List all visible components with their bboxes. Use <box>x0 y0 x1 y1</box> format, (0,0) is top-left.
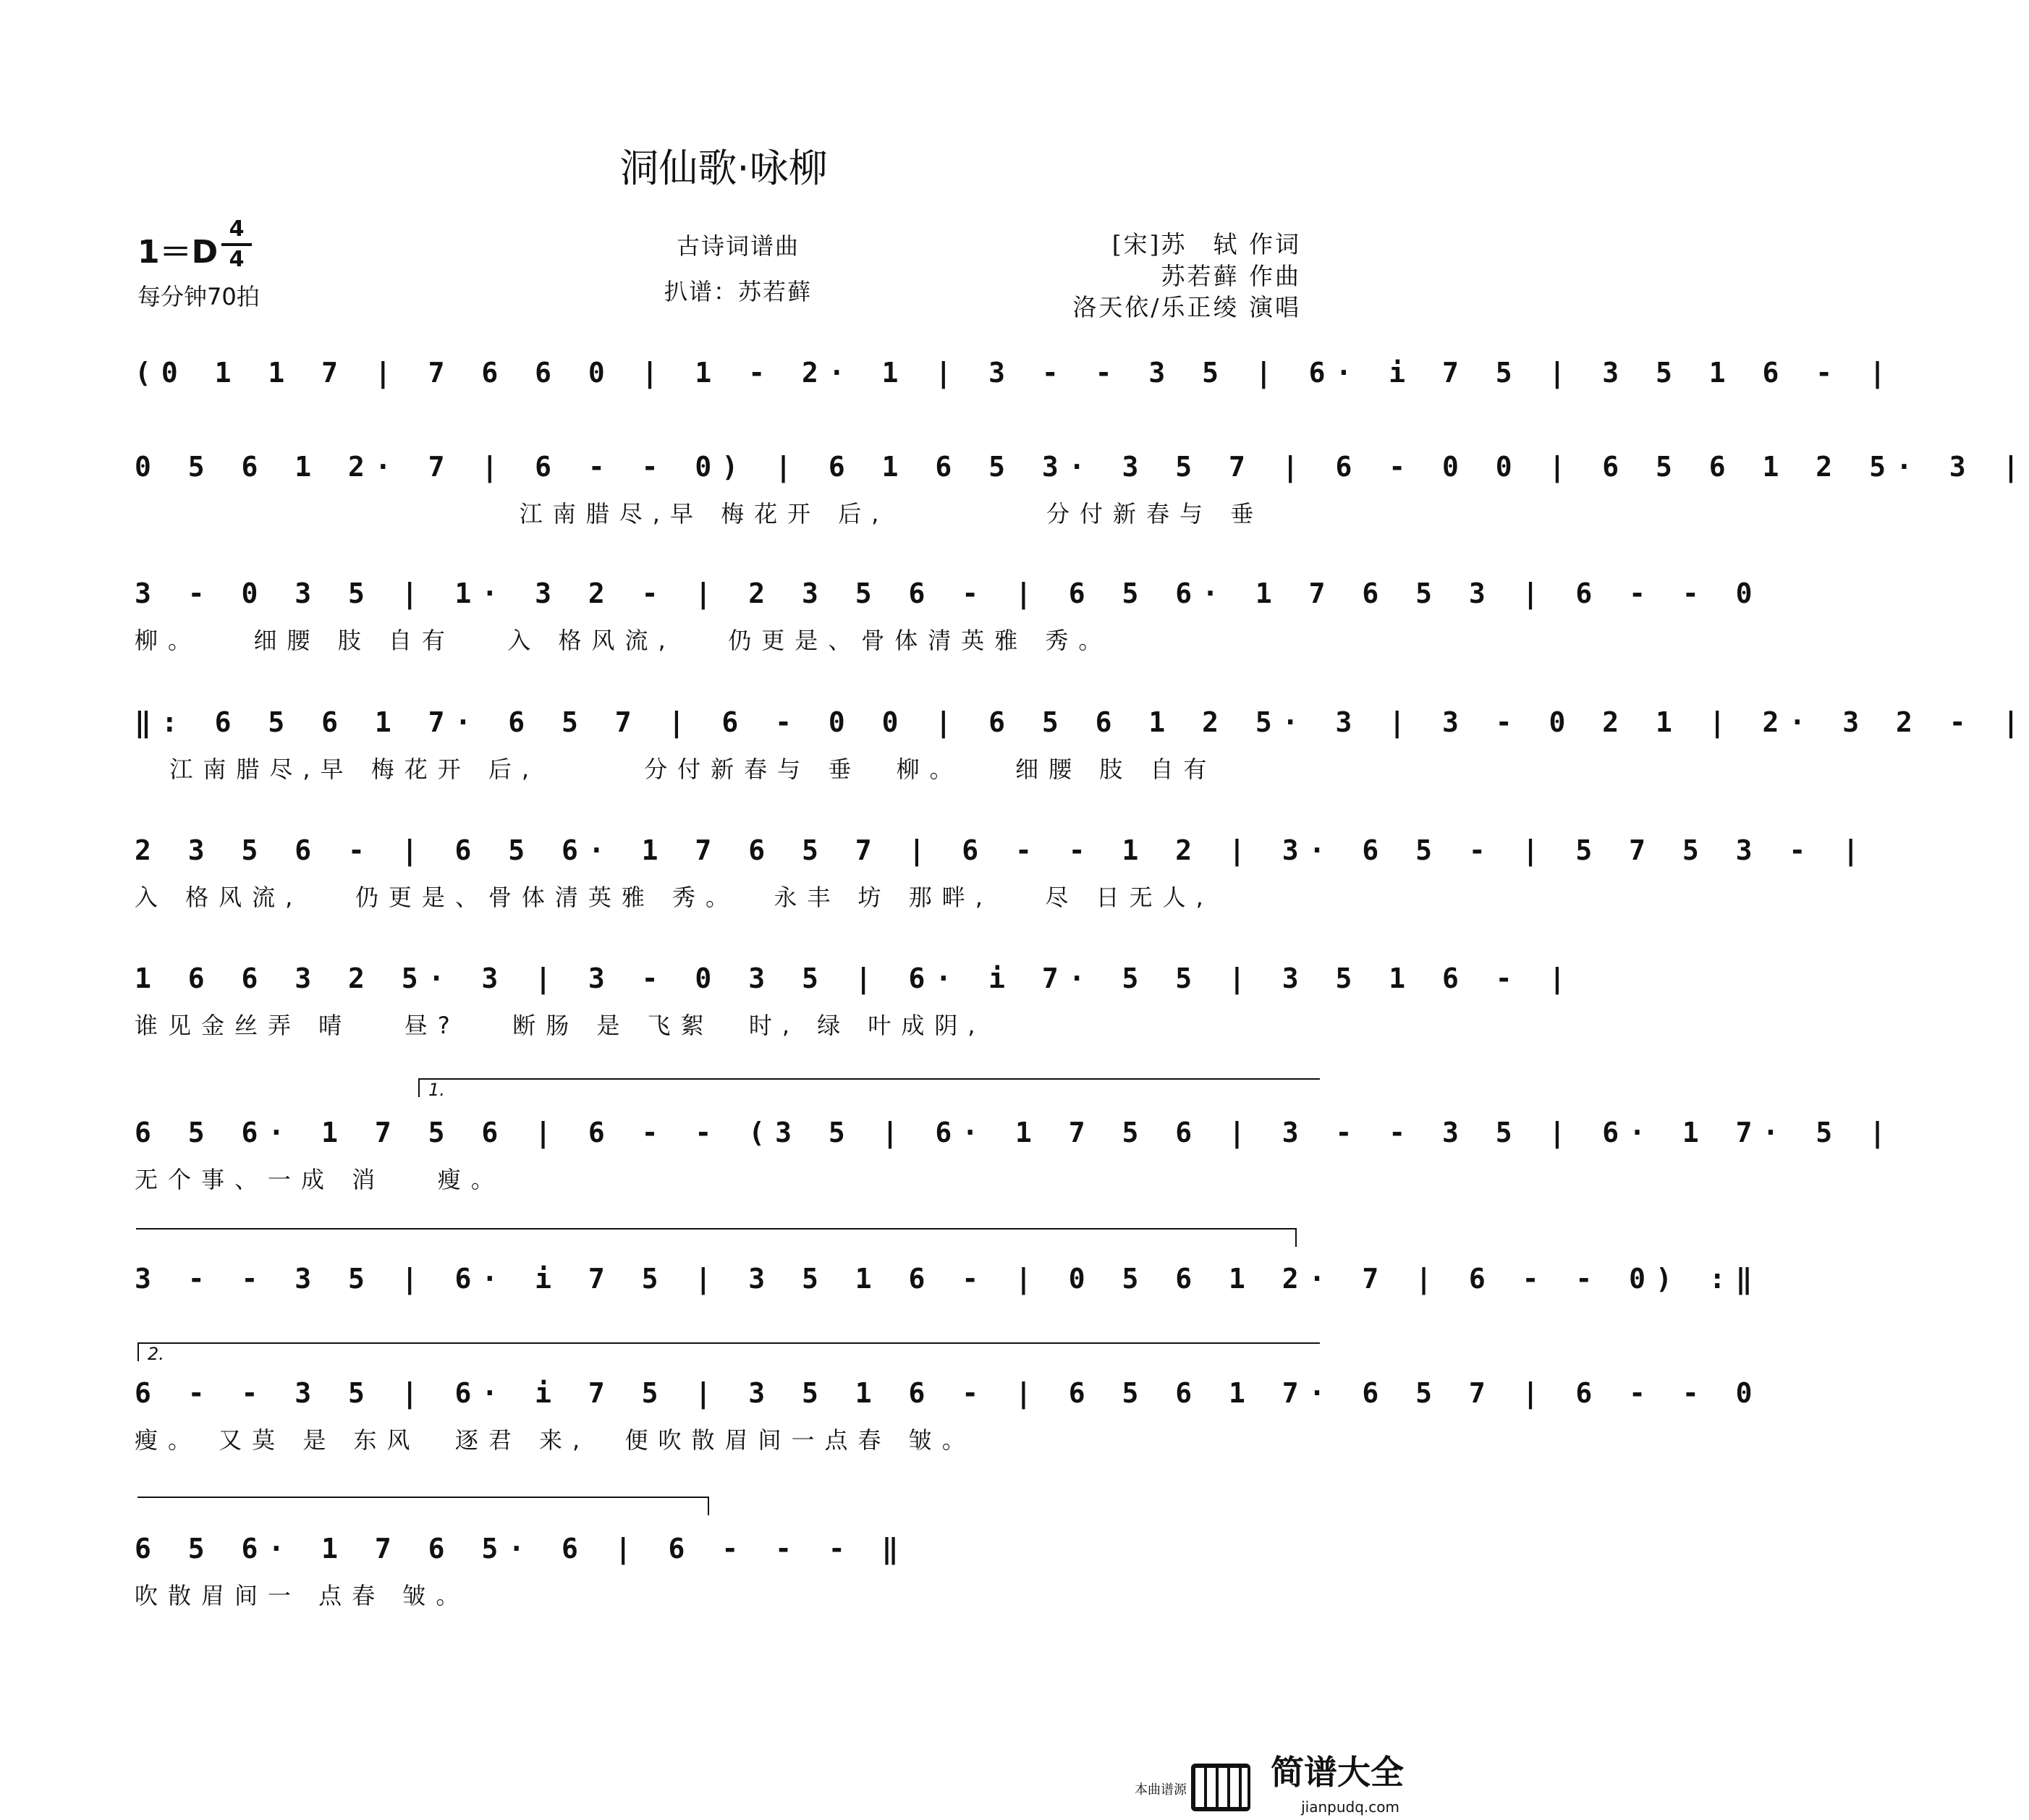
time-signature <box>221 217 252 272</box>
credit-lyrics: [宋]苏 轼 作词 <box>1111 230 1301 258</box>
lyrics-line: 入 格风流, 仍更是、骨体清英雅 秀。 永丰 坊 那畔, 尽 日无人, <box>135 884 1213 911</box>
volta-second-label: 2. <box>148 1344 164 1364</box>
meter-top: 4 <box>229 216 245 242</box>
lyrics-line: 瘦。 又莫 是 东风 逐君 来, 便吹散眉间一点春 皱。 <box>135 1426 975 1454</box>
volta-second-ending <box>137 1342 1320 1364</box>
lyrics-line <box>135 1304 1310 1347</box>
meter-divider <box>221 243 252 246</box>
volta-first-label: 1. <box>428 1080 445 1100</box>
watermark-url: jianpudq.com <box>1301 1798 1399 1816</box>
notes-line: 1 6 6 3 2 5· 3 | 3 - 0 3 5 | 6· i 7· 5 5 | 3 5 1 6 - | <box>135 962 1576 994</box>
notes-line: ‖: 6 5 6 1 7· 6 5 7 | 6 - 0 0 | 6 5 6 1 2 5· 3 | 3 - 0 2 1 | 2· 3 2 - | <box>135 706 2029 738</box>
notes-line: 6 5 6· 1 7 6 5· 6 | 6 - - - ‖ <box>135 1533 909 1565</box>
key-signature: 1＝D <box>137 234 219 271</box>
watermark-brand: 简谱大全 <box>1271 1753 1404 1792</box>
credit-music: 苏若藓 作曲 <box>1161 262 1301 290</box>
piano-icon <box>1190 1762 1252 1813</box>
watermark-note: 本曲谱源 <box>1135 1782 1187 1798</box>
credit-singers: 洛天依/乐正绫 演唱 <box>1072 293 1301 321</box>
lyrics-line: 谁见金丝弄 晴 昼? 断肠 是 飞絮 时, 绿 叶成阴, <box>135 1012 986 1039</box>
lyrics-line: 无个事、一成 消 瘦。 <box>135 1166 504 1193</box>
notes-line: 3 - - 3 5 | 6· i 7 5 | 3 5 1 6 - | 0 5 6 1 2· 7 | 6 - - 0) :‖ <box>135 1263 1763 1295</box>
source-label: 古诗词谱曲 <box>676 232 800 260</box>
meter-bottom: 4 <box>229 247 245 272</box>
notes-line: 0 5 6 1 2· 7 | 6 - - 0) | 6 1 6 5 3· 3 5 7 | 6 - 0 0 | 6 5 6 1 2 5· 3 | <box>135 451 2029 483</box>
lyrics-line: 吹散眉间一 点春 皱。 <box>135 1582 470 1609</box>
volta-second-ending-continued <box>137 1497 709 1515</box>
notes-line: (0 1 1 7 | 7 6 6 0 | 1 - 2· 1 | 3 - - 3 5 | 6· i 7 5 | 3 5 1 6 - | <box>135 357 1896 389</box>
tempo-marking: 每分钟70拍 <box>137 283 260 310</box>
lyrics-line: 柳。 细腰 肢 自有 入 格风流, 仍更是、骨体清英雅 秀。 <box>135 627 1112 654</box>
notes-line: 3 - 0 3 5 | 1· 3 2 - | 2 3 5 6 - | 6 5 6· 1 7 6 5 3 | 6 - - 0 <box>135 577 1763 609</box>
notes-line: 6 5 6· 1 7 5 6 | 6 - - (3 5 | 6· 1 7 5 6 | 3 - - 3 5 | 6· 1 7· 5 | <box>135 1117 1896 1148</box>
lyrics-line: 江南腊尽,早 梅花开 后, 分付新春与 垂 柳。 细腰 肢 自有 <box>135 755 1217 783</box>
volta-first-ending-continued <box>136 1228 1297 1247</box>
notes-line: 6 - - 3 5 | 6· i 7 5 | 3 5 1 6 - | 6 5 6 1 7· 6 5 7 | 6 - - 0 <box>135 1377 1763 1409</box>
transcriber-label: 扒谱：苏若藓 <box>664 278 812 305</box>
volta-first-ending <box>418 1078 1320 1100</box>
lyrics-line <box>135 398 1310 441</box>
page-title: 洞仙歌·咏柳 <box>619 145 828 191</box>
notes-line: 2 3 5 6 - | 6 5 6· 1 7 6 5 7 | 6 - - 1 2 | 3· 6 5 - | 5 7 5 3 - | <box>135 834 1870 866</box>
lyrics-line: 江南腊尽,早 梅花开 后, 分付新春与 垂 <box>135 500 1264 528</box>
